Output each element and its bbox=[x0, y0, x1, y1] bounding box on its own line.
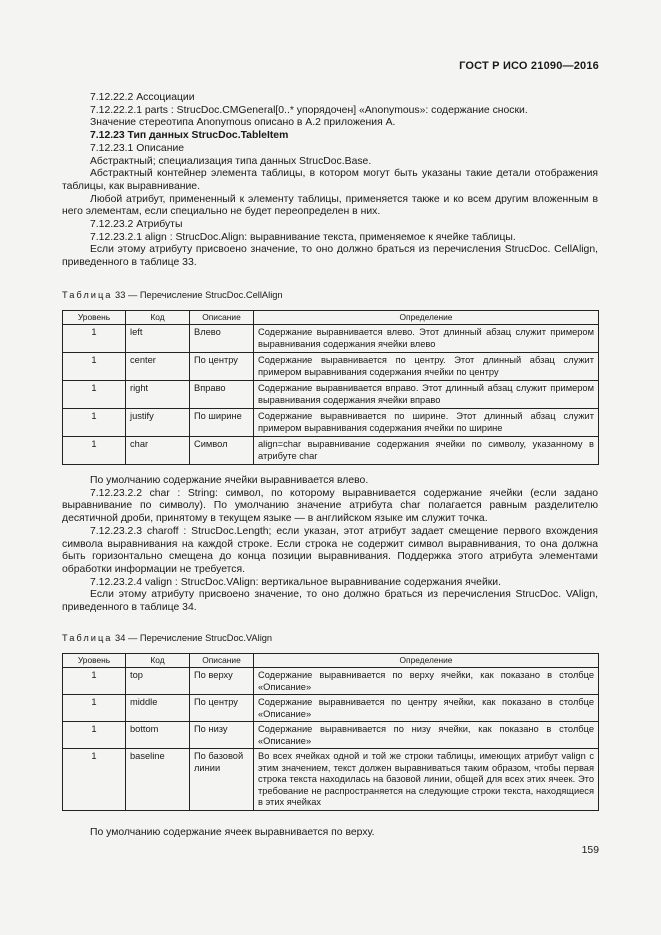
code-cell: left bbox=[126, 325, 190, 353]
table-34-caption bbox=[62, 633, 272, 643]
paragraph: 7.12.22.2 Ассоциации bbox=[90, 92, 195, 103]
description-cell: По ширине bbox=[190, 409, 254, 437]
paragraph: 7.12.23.2.3 charoff : StrucDoc.Length; если указан, этот атрибут задает смещение первого вхождения символа выравнивания на каждой строке. Если строка не содержит символ выравнивания, то она должна быть горизонтально смещена до конца позиции выравнивания. Поддержка этого атрибута элементами обработки информации не требуется. bbox=[62, 525, 598, 575]
definition-cell: Содержание выравнивается по центру ячейки, как показано в столбце «Описание» bbox=[254, 695, 599, 722]
level-cell: 1 bbox=[63, 353, 126, 381]
table-34 bbox=[62, 653, 599, 811]
code-cell: justify bbox=[126, 409, 190, 437]
caption-prefix: Таблица bbox=[62, 290, 113, 300]
description-cell: Символ bbox=[190, 437, 254, 465]
paragraph: 7.12.23.2.4 valign : StrucDoc.VAlign: вертикальное выравнивание содержания ячейки. bbox=[90, 576, 501, 588]
paragraph: 7.12.23.1 Описание bbox=[90, 142, 185, 154]
table-header-row bbox=[63, 654, 599, 668]
definition-cell: align=char выравнивание содержания ячейки по символу, указанному в атрибуте char bbox=[254, 437, 599, 465]
description-cell: По базовой линии bbox=[190, 749, 254, 811]
text-block-1 bbox=[62, 92, 598, 270]
paragraph: Если этому атрибуту присвоено значение, то оно должно браться из перечисления StrucDoc. CellAlign, приведенного в таблице 33. bbox=[62, 244, 598, 269]
description-cell: По верху bbox=[190, 668, 254, 695]
header-cell: Уровень bbox=[63, 311, 126, 325]
definition-cell: Содержание выравнивается по центру. Этот длинный абзац служит примером выравнивания содержания ячейки по центру bbox=[254, 353, 599, 381]
code-cell: middle bbox=[126, 695, 190, 722]
paragraph: Абстрактный контейнер элемента таблицы, в котором могут быть указаны такие детали отображения таблицы, как выравнивание. bbox=[62, 168, 598, 192]
code-cell: baseline bbox=[126, 749, 190, 811]
level-cell: 1 bbox=[63, 749, 126, 811]
description-cell: По центру bbox=[190, 353, 254, 381]
description-cell: По низу bbox=[190, 722, 254, 749]
code-cell: bottom bbox=[126, 722, 190, 749]
paragraph: Абстрактный; специализация типа данных StrucDoc.Base. bbox=[90, 155, 372, 167]
table-row bbox=[63, 749, 599, 811]
text-block-3 bbox=[62, 827, 598, 840]
header-cell: Код bbox=[126, 311, 190, 325]
header-cell: Определение bbox=[254, 654, 599, 668]
document-code-header: ГОСТ Р ИСО 21090—2016 bbox=[459, 60, 599, 72]
table-row bbox=[63, 695, 599, 722]
paragraph: Любой атрибут, примененный к элементу таблицы, применяется также и ко всем другим вложенным в него элементам, если специально не будет переопределен в них. bbox=[62, 193, 598, 218]
code-cell: right bbox=[126, 381, 190, 409]
table-33 bbox=[62, 310, 599, 465]
level-cell: 1 bbox=[63, 668, 126, 695]
level-cell: 1 bbox=[63, 381, 126, 409]
paragraph: По умолчанию содержание ячейки выравнивается влево. bbox=[90, 475, 369, 486]
paragraph: 7.12.23.2.1 align : StrucDoc.Align: выравнивание текста, применяемое к ячейке таблицы. bbox=[90, 231, 516, 243]
caption-text: 34 — Перечисление StrucDoc.VAlign bbox=[115, 633, 273, 643]
level-cell: 1 bbox=[63, 409, 126, 437]
paragraph: По умолчанию содержание ячеек выравнивается по верху. bbox=[90, 827, 375, 838]
table-row bbox=[63, 381, 599, 409]
description-cell: По центру bbox=[190, 695, 254, 722]
paragraph: 7.12.22.2.1 parts : StrucDoc.CMGeneral[0..* упорядочен] «Anonymous»: содержание сноски. bbox=[90, 104, 528, 116]
header-cell: Описание bbox=[190, 654, 254, 668]
text-block-2 bbox=[62, 475, 598, 615]
definition-cell: Содержание выравнивается по ширине. Этот длинный абзац служит примером выравнивания содержания ячейки по ширине bbox=[254, 409, 599, 437]
table-row bbox=[63, 409, 599, 437]
table-row bbox=[63, 325, 599, 353]
definition-cell: Содержание выравнивается по низу ячейки, как показано в столбце «Описание» bbox=[254, 722, 599, 749]
paragraph: 7.12.23.2.2 char : String: символ, по которому выравнивается содержание ячейки (если задано выравнивание по символу). По умолчанию значение атрибута char полагается равным разделителю десятичной дроби, принятому в текущем языке — в английском языке им служит точка. bbox=[62, 487, 598, 525]
level-cell: 1 bbox=[63, 437, 126, 465]
definition-cell: Содержание выравнивается по верху ячейки, как показано в столбце «Описание» bbox=[254, 668, 599, 695]
caption-prefix: Таблица bbox=[62, 633, 113, 643]
code-cell: char bbox=[126, 437, 190, 465]
paragraph: Если этому атрибуту присвоено значение, то оно должно браться из перечисления StrucDoc. VAlign, приведенного в таблице 34. bbox=[62, 589, 598, 614]
header-cell: Определение bbox=[254, 311, 599, 325]
table-header-row bbox=[63, 311, 599, 325]
caption-text: 33 — Перечисление StrucDoc.CellAlign bbox=[115, 290, 283, 300]
paragraph: Значение стереотипа Anonymous описано в А.2 приложения А. bbox=[90, 117, 396, 129]
table-row bbox=[63, 668, 599, 695]
header-cell: Уровень bbox=[63, 654, 126, 668]
page-number: 159 bbox=[581, 845, 599, 856]
table-row bbox=[63, 722, 599, 749]
table-row bbox=[63, 353, 599, 381]
level-cell: 1 bbox=[63, 722, 126, 749]
header-cell: Код bbox=[126, 654, 190, 668]
table-row bbox=[63, 437, 599, 465]
level-cell: 1 bbox=[63, 695, 126, 722]
level-cell: 1 bbox=[63, 325, 126, 353]
table-33-caption bbox=[62, 290, 283, 300]
description-cell: Вправо bbox=[190, 381, 254, 409]
definition-cell: Содержание выравнивается вправо. Этот длинный абзац служит примером выравнивания содержания ячейки вправо bbox=[254, 381, 599, 409]
header-cell: Описание bbox=[190, 311, 254, 325]
definition-cell: Содержание выравнивается влево. Этот длинный абзац служит примером выравнивания содержания ячейки влево bbox=[254, 325, 599, 353]
code-cell: top bbox=[126, 668, 190, 695]
section-heading: 7.12.23 Тип данных StrucDoc.TableItem bbox=[90, 130, 289, 142]
description-cell: Влево bbox=[190, 325, 254, 353]
paragraph: 7.12.23.2 Атрибуты bbox=[90, 219, 183, 231]
definition-cell: Во всех ячейках одной и той же строки таблицы, имеющих атрибут valign с этим значением, текст должен выравниваться таким образом, чтобы первая строка текста находилась на базовой линии, общей для всех этих ячеек. Это требование не распространяется на следующие строки текста, находящиеся в этих ячейках bbox=[254, 749, 599, 811]
code-cell: center bbox=[126, 353, 190, 381]
